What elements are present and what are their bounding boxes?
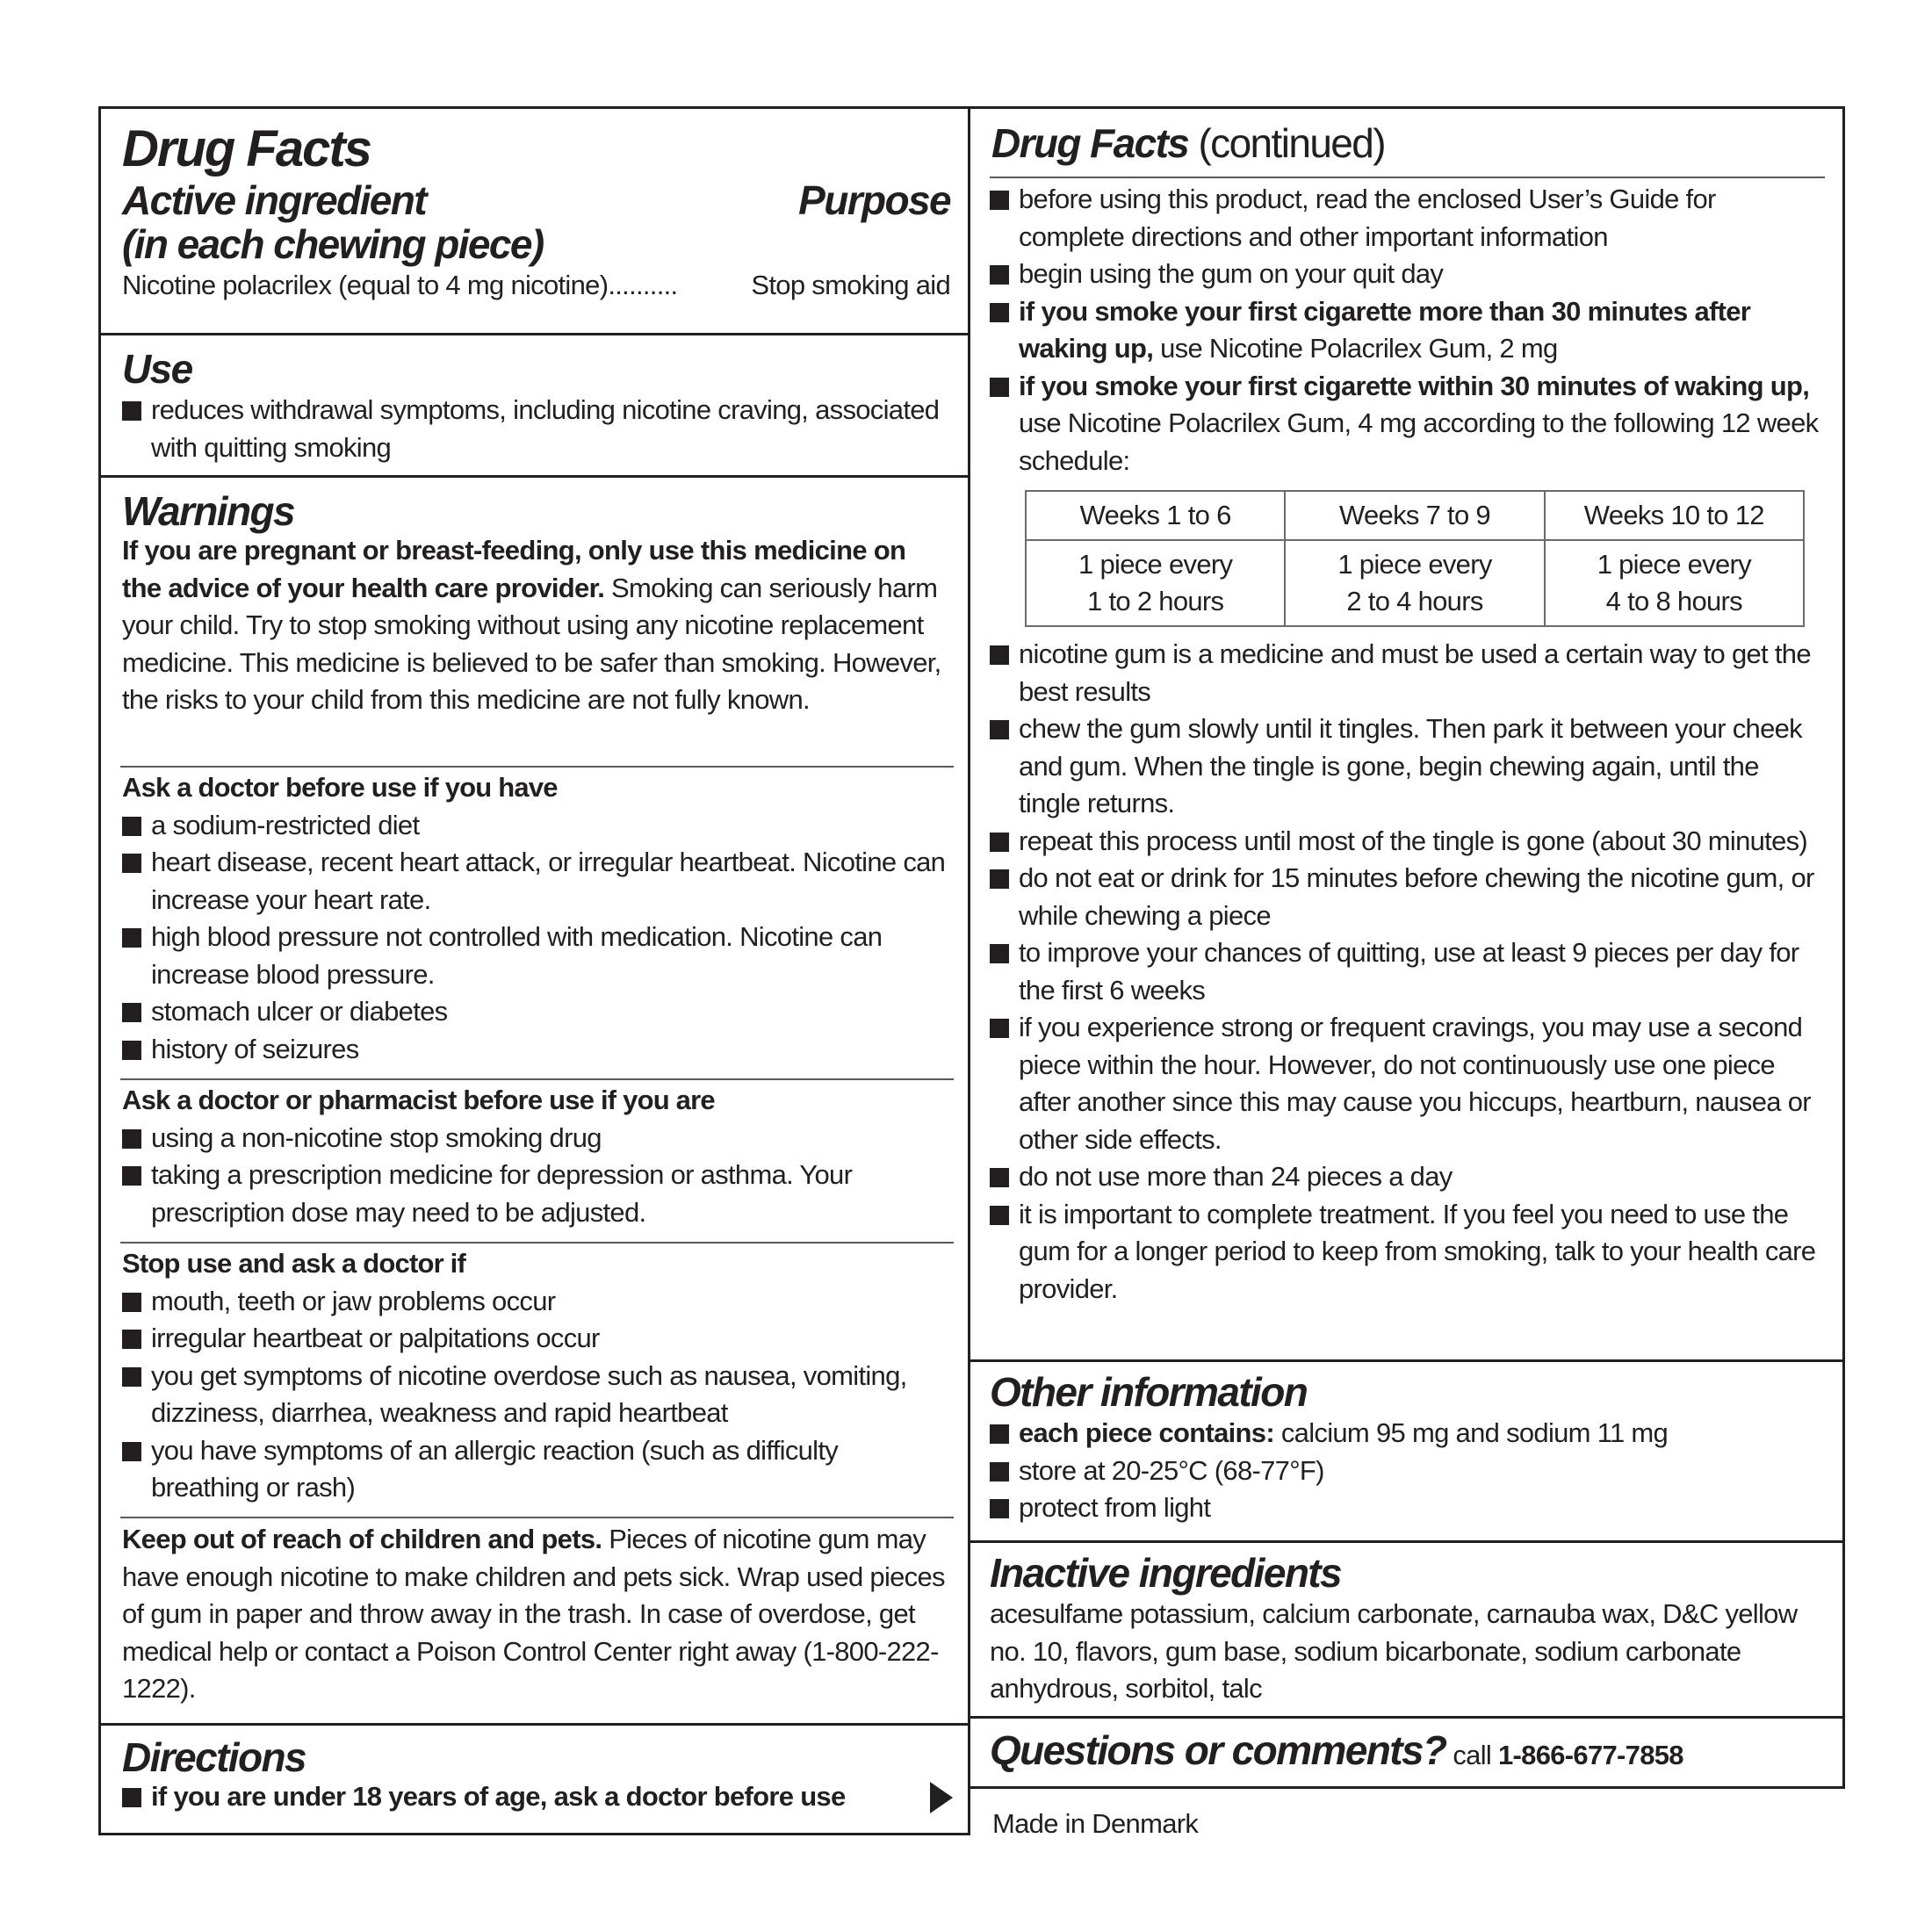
list-item: chew the gum slowly until it tingles. Then park it between your cheek and gum. When the tingle is gone, begin chewing again, until the tingle returns. bbox=[990, 710, 1825, 823]
list-item: nicotine gum is a medicine and must be used a certain way to get the best results bbox=[990, 636, 1825, 710]
table-cell: 1 piece every 4 to 8 hours bbox=[1545, 540, 1804, 626]
bullet-square-icon bbox=[990, 720, 1009, 739]
list-item: you get symptoms of nicotine overdose such as nausea, vomiting, dizziness, diarrhea, weakness and rapid heartbeat bbox=[122, 1358, 950, 1432]
other-information-section bbox=[970, 1364, 1842, 1527]
list-item: irregular heartbeat or palpitations occur bbox=[122, 1320, 950, 1358]
ask-doctor-heading: Ask a doctor before use if you have bbox=[122, 772, 558, 803]
call-label: call bbox=[1445, 1740, 1498, 1770]
table-cell: 1 piece every 2 to 4 hours bbox=[1285, 540, 1544, 626]
other-information-heading: Other information bbox=[990, 1369, 1308, 1415]
bullet-square-icon bbox=[122, 1330, 141, 1349]
continue-arrow-icon bbox=[930, 1782, 953, 1813]
purpose-heading: Purpose bbox=[798, 177, 950, 223]
table-header-cell: Weeks 10 to 12 bbox=[1545, 491, 1804, 540]
list-item: stomach ulcer or diabetes bbox=[122, 993, 950, 1031]
list-item: heart disease, recent heart attack, or irregular heartbeat. Nicotine can increase your heart rate. bbox=[122, 844, 950, 919]
divider bbox=[968, 1359, 1845, 1362]
bullet-square-icon bbox=[990, 645, 1009, 665]
ask-pharmacist-section bbox=[101, 1082, 968, 1231]
list-item: do not use more than 24 pieces a day bbox=[990, 1158, 1825, 1196]
bullet-square-icon bbox=[990, 1424, 1009, 1444]
divider bbox=[98, 1723, 970, 1726]
list-item: if you are under 18 years of age, ask a doctor before use bbox=[122, 1778, 950, 1816]
bullet-square-icon bbox=[990, 1499, 1009, 1518]
bullet-square-icon bbox=[122, 854, 141, 873]
inactive-ingredients-heading: Inactive ingredients bbox=[990, 1550, 1342, 1596]
active-ingredient-subheading: (in each chewing piece) bbox=[122, 221, 544, 267]
pregnancy-warning: If you are pregnant or breast-feeding, only use this medicine on the advice of your health care provider. Smoking can seriously harm your child. Try to stop smoking without using any nicotine replacement medicine. This medicine is believed to be safer than smoking. However, the risks to your child from this medicine are not fully known. bbox=[122, 535, 941, 715]
inactive-ingredients-section bbox=[970, 1545, 1842, 1708]
ingredient-row bbox=[122, 267, 950, 305]
subsection-rule bbox=[120, 766, 954, 768]
ask-pharmacist-heading: Ask a doctor or pharmacist before use if you are bbox=[122, 1085, 715, 1115]
bullet-square-icon bbox=[122, 1788, 141, 1807]
list-item: you have symptoms of an allergic reaction (such as difficulty breathing or rash) bbox=[122, 1432, 950, 1507]
drug-facts-title-continued: Drug Facts bbox=[991, 120, 1189, 166]
ingredient-purpose: Stop smoking aid bbox=[751, 270, 950, 300]
bullet-square-icon bbox=[122, 1367, 141, 1387]
list-item: if you smoke your first cigarette within 30 minutes of waking up, use Nicotine Polacrilex Gum, 4 mg according to the following 12 week schedule: bbox=[990, 368, 1825, 480]
list-item: store at 20-25°C (68-77°F) bbox=[990, 1453, 1825, 1490]
phone-number: 1-866-677-7858 bbox=[1498, 1740, 1683, 1770]
table-row bbox=[1026, 540, 1804, 626]
list-item: a sodium-restricted diet bbox=[122, 807, 950, 845]
table-cell: 1 piece every 1 to 2 hours bbox=[1026, 540, 1285, 626]
bullet-square-icon bbox=[122, 1166, 141, 1186]
directions-heading: Directions bbox=[122, 1734, 306, 1780]
stop-use-section bbox=[101, 1245, 968, 1507]
subsection-rule bbox=[120, 1242, 954, 1244]
list-item: do not eat or drink for 15 minutes before chewing the nicotine gum, or while chewing a piece bbox=[990, 860, 1825, 934]
subsection-rule bbox=[120, 1517, 954, 1518]
bullet-square-icon bbox=[122, 1003, 141, 1022]
made-in-label: Made in Denmark bbox=[992, 1808, 1199, 1839]
bullet-square-icon bbox=[122, 928, 141, 948]
bullet-square-icon bbox=[990, 869, 1009, 889]
list-item: before using this product, read the enclosed User’s Guide for complete directions and other important information bbox=[990, 181, 1825, 256]
list-item: repeat this process until most of the tingle is gone (about 30 minutes) bbox=[990, 823, 1825, 861]
directions-continued bbox=[970, 181, 1842, 479]
drug-facts-right-panel bbox=[968, 106, 1845, 1789]
bullet-square-icon bbox=[990, 1206, 1009, 1225]
dosing-schedule-table bbox=[1025, 490, 1805, 627]
bullet-square-icon bbox=[990, 1019, 1009, 1038]
divider bbox=[968, 1540, 1845, 1543]
subsection-rule bbox=[120, 1078, 954, 1080]
bullet-square-icon bbox=[122, 401, 141, 421]
list-item: begin using the gum on your quit day bbox=[990, 256, 1825, 293]
active-ingredient-section bbox=[101, 109, 968, 335]
list-item: to improve your chances of quitting, use at least 9 pieces per day for the first 6 weeks bbox=[990, 934, 1825, 1009]
keep-out-warning: Keep out of reach of children and pets. Pieces of nicotine gum may have enough nicotine to make children and pets sick. Wrap used pieces of gum in paper and throw away in the trash. In case of overdose, get medical help or contact a Poison Control Center right away (1-800-222-1222). bbox=[122, 1524, 945, 1704]
questions-section bbox=[970, 1720, 1842, 1775]
divider bbox=[98, 475, 970, 478]
list-item: high blood pressure not controlled with medication. Nicotine can increase blood pressure. bbox=[122, 919, 950, 993]
list-item: using a non-nicotine stop smoking drug bbox=[122, 1120, 950, 1157]
drug-facts-title: Drug Facts bbox=[122, 120, 371, 177]
bullet-square-icon bbox=[990, 303, 1009, 322]
bullet-square-icon bbox=[122, 1129, 141, 1149]
bullet-square-icon bbox=[990, 378, 1009, 397]
keep-out-section bbox=[101, 1521, 968, 1708]
divider bbox=[98, 333, 970, 335]
drug-facts-left-panel bbox=[98, 106, 970, 1835]
directions-continued-lower bbox=[970, 636, 1842, 1308]
bullet-square-icon bbox=[122, 1442, 141, 1461]
list-item: history of seizures bbox=[122, 1031, 950, 1069]
bullet-square-icon bbox=[990, 833, 1009, 852]
warnings-heading: Warnings bbox=[122, 488, 294, 534]
questions-heading: Questions or comments? bbox=[990, 1727, 1446, 1773]
bullet-square-icon bbox=[990, 1168, 1009, 1187]
list-item: each piece contains: calcium 95 mg and sodium 11 mg bbox=[990, 1415, 1825, 1453]
use-item: reduces withdrawal symptoms, including nicotine craving, associated with quitting smoking bbox=[122, 392, 950, 466]
bullet-square-icon bbox=[990, 191, 1009, 210]
bullet-square-icon bbox=[122, 1293, 141, 1312]
ask-doctor-section bbox=[101, 769, 968, 1068]
continued-header bbox=[970, 109, 1842, 167]
divider bbox=[968, 1716, 1845, 1719]
active-ingredient-heading: Active ingredient bbox=[122, 177, 426, 223]
list-item: if you experience strong or frequent cravings, you may use a second piece within the hour. However, do not continuously use one piece after another since this may cause you hiccups, heartburn, nausea or other side effects. bbox=[990, 1009, 1825, 1158]
list-item: taking a prescription medicine for depression or asthma. Your prescription dose may need to be adjusted. bbox=[122, 1157, 950, 1231]
table-header-row bbox=[1026, 491, 1804, 540]
inactive-ingredients-text: acesulfame potassium, calcium carbonate, carnauba wax, D&C yellow no. 10, flavors, gum base, sodium bicarbonate, sodium carbonate anhydrous, sorbitol, talc bbox=[990, 1598, 1798, 1704]
use-section bbox=[101, 337, 968, 478]
list-item: it is important to complete treatment. If you feel you need to use the gum for a longer period to keep from smoking, talk to your health care provider. bbox=[990, 1196, 1825, 1308]
list-item: mouth, teeth or jaw problems occur bbox=[122, 1283, 950, 1321]
bullet-square-icon bbox=[990, 1462, 1009, 1481]
bullet-square-icon bbox=[990, 944, 1009, 963]
list-item: protect from light bbox=[990, 1489, 1825, 1527]
warnings-section bbox=[101, 479, 968, 719]
table-header-cell: Weeks 1 to 6 bbox=[1026, 491, 1285, 540]
header-rule bbox=[990, 177, 1825, 178]
list-item: if you smoke your first cigarette more than 30 minutes after waking up, use Nicotine Polacrilex Gum, 2 mg bbox=[990, 293, 1825, 368]
use-heading: Use bbox=[122, 346, 192, 392]
continued-label: (continued) bbox=[1188, 120, 1385, 166]
stop-use-heading: Stop use and ask a doctor if bbox=[122, 1248, 466, 1279]
table-header-cell: Weeks 7 to 9 bbox=[1285, 491, 1544, 540]
bullet-square-icon bbox=[990, 265, 1009, 285]
directions-section bbox=[101, 1727, 968, 1816]
bullet-square-icon bbox=[122, 1041, 141, 1060]
ingredient-name: Nicotine polacrilex (equal to 4 mg nicotine).......... bbox=[122, 270, 678, 300]
bullet-square-icon bbox=[122, 817, 141, 836]
